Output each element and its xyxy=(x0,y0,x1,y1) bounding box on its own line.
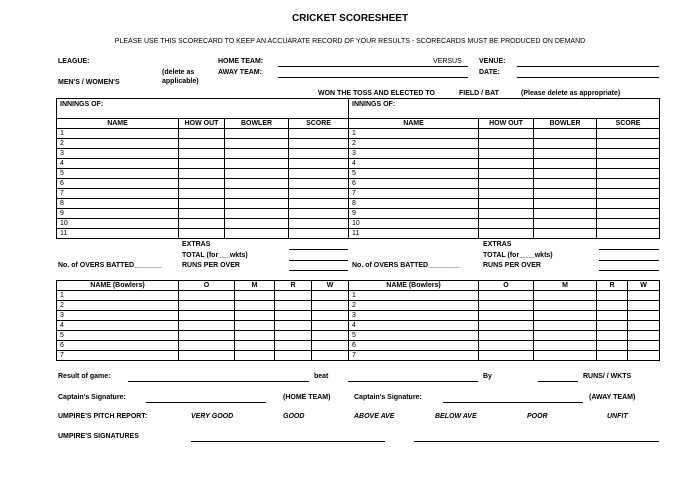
row-number: 4 xyxy=(57,159,179,169)
venue-line[interactable] xyxy=(517,66,659,67)
entry-cell[interactable] xyxy=(628,351,660,361)
entry-cell[interactable] xyxy=(275,341,312,351)
col-wickets: W xyxy=(628,281,660,291)
field-bat-label: FIELD / BAT xyxy=(459,90,499,97)
row-number: 5 xyxy=(57,169,179,179)
entry-cell[interactable] xyxy=(534,331,597,341)
away-team-line[interactable] xyxy=(278,77,468,78)
entry-cell[interactable] xyxy=(179,321,235,331)
rating-below-ave[interactable]: BELOW AVE xyxy=(435,413,477,420)
table-row xyxy=(349,229,660,239)
col-name: NAME xyxy=(57,119,179,129)
applicable-text: applicable) xyxy=(162,78,199,85)
away-captain-signature-line[interactable] xyxy=(443,402,583,403)
entry-cell[interactable] xyxy=(179,301,235,311)
entry-cell[interactable] xyxy=(179,291,235,301)
batting-table-right xyxy=(348,98,660,239)
entry-cell[interactable] xyxy=(597,179,660,189)
entry-cell[interactable] xyxy=(479,149,534,159)
bowling-table-left xyxy=(56,280,349,361)
entry-cell[interactable] xyxy=(235,301,275,311)
entry-cell[interactable] xyxy=(597,209,660,219)
entry-cell[interactable] xyxy=(225,159,289,169)
row-number: 3 xyxy=(57,149,179,159)
entry-cell[interactable] xyxy=(597,229,660,239)
delete-appropriate-text: (Please delete as appropriate) xyxy=(521,90,621,97)
entry-cell[interactable] xyxy=(479,341,534,351)
table-row xyxy=(57,139,349,149)
total-line[interactable] xyxy=(289,260,348,261)
row-number: 6 xyxy=(57,341,179,351)
entry-cell[interactable] xyxy=(312,331,349,341)
table-row xyxy=(57,199,349,209)
entry-cell[interactable] xyxy=(289,189,349,199)
row-number: 4 xyxy=(349,321,479,331)
entry-cell[interactable] xyxy=(275,301,312,311)
table-row xyxy=(349,189,660,199)
col-runs: R xyxy=(275,281,312,291)
entry-cell[interactable] xyxy=(179,209,225,219)
runs-per-over-line[interactable] xyxy=(599,270,659,271)
umpire-signatures-label: UMPIRE'S SIGNATURES xyxy=(58,433,139,440)
home-captain-signature-line[interactable] xyxy=(146,402,266,403)
entry-cell[interactable] xyxy=(179,331,235,341)
entry-cell[interactable] xyxy=(597,219,660,229)
table-row xyxy=(57,321,349,331)
entry-cell[interactable] xyxy=(225,179,289,189)
entry-cell[interactable] xyxy=(597,169,660,179)
home-team-tag: (HOME TEAM) xyxy=(283,394,331,401)
bowling-table-right xyxy=(348,280,660,361)
row-number: 7 xyxy=(57,189,179,199)
result-loser-line[interactable] xyxy=(348,381,478,382)
col-overs: O xyxy=(479,281,534,291)
away-team-label: AWAY TEAM: xyxy=(218,69,262,76)
entry-cell[interactable] xyxy=(597,341,628,351)
extras-label: EXTRAS xyxy=(182,241,211,248)
entry-cell[interactable] xyxy=(534,219,597,229)
table-row xyxy=(57,351,349,361)
entry-cell[interactable] xyxy=(479,159,534,169)
entry-cell[interactable] xyxy=(597,159,660,169)
entry-cell[interactable] xyxy=(534,139,597,149)
col-bowler-name: NAME (Bowlers) xyxy=(57,281,179,291)
entry-cell[interactable] xyxy=(275,321,312,331)
table-row xyxy=(349,199,660,209)
row-number: 11 xyxy=(57,229,179,239)
entry-cell[interactable] xyxy=(479,311,534,321)
rating-above-ave[interactable]: ABOVE AVE xyxy=(354,413,395,420)
entry-cell[interactable] xyxy=(628,331,660,341)
col-overs: O xyxy=(179,281,235,291)
col-bowler: BOWLER xyxy=(534,119,597,129)
row-number: 7 xyxy=(57,351,179,361)
entry-cell[interactable] xyxy=(312,351,349,361)
row-number: 5 xyxy=(57,331,179,341)
captain-signature-label: Captain's Signature: xyxy=(354,394,422,401)
row-number: 2 xyxy=(57,139,179,149)
row-number: 1 xyxy=(349,291,479,301)
entry-cell[interactable] xyxy=(179,149,225,159)
entry-cell[interactable] xyxy=(479,229,534,239)
table-row xyxy=(349,139,660,149)
entry-cell[interactable] xyxy=(597,149,660,159)
entry-cell[interactable] xyxy=(289,179,349,189)
entry-cell[interactable] xyxy=(479,219,534,229)
table-row xyxy=(57,159,349,169)
entry-cell[interactable] xyxy=(235,291,275,301)
home-team-line[interactable] xyxy=(278,66,468,67)
umpire-signature-line-1[interactable] xyxy=(191,441,385,442)
entry-cell[interactable] xyxy=(179,229,225,239)
entry-cell[interactable] xyxy=(479,351,534,361)
row-number: 11 xyxy=(349,229,479,239)
entry-cell[interactable] xyxy=(479,139,534,149)
entry-cell[interactable] xyxy=(179,159,225,169)
entry-cell[interactable] xyxy=(597,139,660,149)
entry-cell[interactable] xyxy=(534,301,597,311)
innings-of-label: INNINGS OF: xyxy=(57,99,349,119)
mens-womens-label: MEN'S / WOMEN'S xyxy=(58,79,120,86)
entry-cell[interactable] xyxy=(479,291,534,301)
table-row xyxy=(57,129,349,139)
row-number: 5 xyxy=(349,331,479,341)
home-team-label: HOME TEAM: xyxy=(218,58,264,65)
entry-cell[interactable] xyxy=(179,341,235,351)
row-number: 8 xyxy=(57,199,179,209)
col-runs: R xyxy=(597,281,628,291)
row-number: 1 xyxy=(349,129,479,139)
col-score: SCORE xyxy=(289,119,349,129)
row-number: 4 xyxy=(349,159,479,169)
date-label: DATE: xyxy=(479,69,500,76)
entry-cell[interactable] xyxy=(479,189,534,199)
entry-cell[interactable] xyxy=(225,139,289,149)
table-row xyxy=(57,149,349,159)
entry-cell[interactable] xyxy=(289,229,349,239)
away-team-tag: (AWAY TEAM) xyxy=(589,394,636,401)
row-number: 10 xyxy=(57,219,179,229)
row-number: 8 xyxy=(349,199,479,209)
delete-as-text: (delete as xyxy=(162,69,195,76)
rating-unfit[interactable]: UNFIT xyxy=(607,413,628,420)
entry-cell[interactable] xyxy=(628,291,660,301)
table-row xyxy=(349,149,660,159)
entry-cell[interactable] xyxy=(479,169,534,179)
entry-cell[interactable] xyxy=(289,199,349,209)
entry-cell[interactable] xyxy=(479,179,534,189)
rating-poor[interactable]: POOR xyxy=(527,413,548,420)
entry-cell[interactable] xyxy=(275,291,312,301)
by-label: By xyxy=(483,373,492,380)
runs-per-over-label: RUNS PER OVER xyxy=(483,262,541,269)
result-label: Result of game: xyxy=(58,373,111,380)
entry-cell[interactable] xyxy=(597,199,660,209)
row-number: 1 xyxy=(57,291,179,301)
entry-cell[interactable] xyxy=(534,209,597,219)
entry-cell[interactable] xyxy=(289,209,349,219)
league-label: LEAGUE: xyxy=(58,58,90,65)
entry-cell[interactable] xyxy=(479,209,534,219)
entry-cell[interactable] xyxy=(534,179,597,189)
page-title: CRICKET SCORESHEET xyxy=(291,13,409,24)
row-number: 4 xyxy=(57,321,179,331)
col-bowler-name: NAME (Bowlers) xyxy=(349,281,479,291)
entry-cell[interactable] xyxy=(312,301,349,311)
entry-cell[interactable] xyxy=(289,169,349,179)
entry-cell[interactable] xyxy=(628,301,660,311)
entry-cell[interactable] xyxy=(597,321,628,331)
entry-cell[interactable] xyxy=(534,129,597,139)
entry-cell[interactable] xyxy=(235,351,275,361)
row-number: 6 xyxy=(349,341,479,351)
entry-cell[interactable] xyxy=(275,351,312,361)
entry-cell[interactable] xyxy=(179,219,225,229)
rating-good[interactable]: GOOD xyxy=(283,413,305,420)
row-number: 5 xyxy=(349,169,479,179)
entry-cell[interactable] xyxy=(628,311,660,321)
entry-cell[interactable] xyxy=(225,169,289,179)
table-row xyxy=(349,169,660,179)
table-row xyxy=(349,179,660,189)
overs-batted-label: No. of OVERS BATTED________ xyxy=(352,262,460,269)
col-how-out: HOW OUT xyxy=(479,119,534,129)
umpire-signature-line-2[interactable] xyxy=(414,441,659,442)
entry-cell[interactable] xyxy=(597,301,628,311)
entry-cell[interactable] xyxy=(289,219,349,229)
entry-cell[interactable] xyxy=(479,199,534,209)
row-number: 9 xyxy=(349,209,479,219)
row-number: 10 xyxy=(349,219,479,229)
table-row xyxy=(57,341,349,351)
table-row xyxy=(349,321,660,331)
entry-cell[interactable] xyxy=(534,199,597,209)
entry-cell[interactable] xyxy=(534,311,597,321)
entry-cell[interactable] xyxy=(179,351,235,361)
entry-cell[interactable] xyxy=(597,311,628,321)
entry-cell[interactable] xyxy=(597,189,660,199)
col-maidens: M xyxy=(534,281,597,291)
table-row xyxy=(349,341,660,351)
result-margin-line[interactable] xyxy=(538,381,578,382)
entry-cell[interactable] xyxy=(225,209,289,219)
beat-label: beat xyxy=(314,373,329,380)
entry-cell[interactable] xyxy=(289,139,349,149)
entry-cell[interactable] xyxy=(597,351,628,361)
entry-cell[interactable] xyxy=(179,199,225,209)
versus-label: VERSUS xyxy=(433,58,462,65)
row-number: 2 xyxy=(349,301,479,311)
entry-cell[interactable] xyxy=(479,331,534,341)
pitch-report-label: UMPIRE'S PITCH REPORT: xyxy=(58,413,148,420)
won-toss-label: WON THE TOSS AND ELECTED TO xyxy=(318,90,435,97)
entry-cell[interactable] xyxy=(235,311,275,321)
table-row xyxy=(349,219,660,229)
entry-cell[interactable] xyxy=(597,331,628,341)
entry-cell[interactable] xyxy=(275,331,312,341)
row-number: 7 xyxy=(349,189,479,199)
entry-cell[interactable] xyxy=(534,229,597,239)
entry-cell[interactable] xyxy=(275,311,312,321)
total-label: TOTAL (for___wkts) xyxy=(182,252,248,259)
col-score: SCORE xyxy=(597,119,660,129)
entry-cell[interactable] xyxy=(179,179,225,189)
entry-cell[interactable] xyxy=(289,149,349,159)
col-how-out: HOW OUT xyxy=(179,119,225,129)
table-row xyxy=(57,301,349,311)
table-row xyxy=(349,129,660,139)
col-bowler: BOWLER xyxy=(225,119,289,129)
entry-cell[interactable] xyxy=(534,291,597,301)
runs-per-over-label: RUNS PER OVER xyxy=(182,262,240,269)
entry-cell[interactable] xyxy=(225,189,289,199)
entry-cell[interactable] xyxy=(534,159,597,169)
row-number: 3 xyxy=(349,311,479,321)
rating-very-good[interactable]: VERY GOOD xyxy=(191,413,234,420)
total-line[interactable] xyxy=(599,260,659,261)
table-row xyxy=(57,189,349,199)
row-number: 3 xyxy=(349,149,479,159)
entry-cell[interactable] xyxy=(312,311,349,321)
col-wickets: W xyxy=(312,281,349,291)
venue-label: VENUE: xyxy=(479,58,506,65)
entry-cell[interactable] xyxy=(479,321,534,331)
result-winner-line[interactable] xyxy=(128,381,309,382)
table-row xyxy=(349,351,660,361)
entry-cell[interactable] xyxy=(479,301,534,311)
table-row xyxy=(57,229,349,239)
table-row xyxy=(349,209,660,219)
runs-per-over-line[interactable] xyxy=(289,270,348,271)
row-number: 6 xyxy=(349,179,479,189)
entry-cell[interactable] xyxy=(179,311,235,321)
instruction-text: PLEASE USE THIS SCORECARD TO KEEP AN ACCUARATE RECORD OF YOUR RESULTS - SCORECARDS MUST BE PRODUCED ON DEMAND xyxy=(114,38,586,45)
entry-cell[interactable] xyxy=(179,189,225,199)
captain-signature-label: Captain's Signature: xyxy=(58,394,126,401)
table-row xyxy=(349,331,660,341)
row-number: 2 xyxy=(349,139,479,149)
entry-cell[interactable] xyxy=(235,321,275,331)
entry-cell[interactable] xyxy=(597,291,628,301)
col-name: NAME xyxy=(349,119,479,129)
innings-of-label: INNINGS OF: xyxy=(349,99,660,119)
entry-cell[interactable] xyxy=(289,129,349,139)
row-number: 9 xyxy=(57,209,179,219)
table-row xyxy=(57,331,349,341)
entry-cell[interactable] xyxy=(235,341,275,351)
entry-cell[interactable] xyxy=(179,169,225,179)
row-number: 2 xyxy=(57,301,179,311)
entry-cell[interactable] xyxy=(179,129,225,139)
entry-cell[interactable] xyxy=(534,351,597,361)
table-row xyxy=(57,209,349,219)
entry-cell[interactable] xyxy=(235,331,275,341)
entry-cell[interactable] xyxy=(597,129,660,139)
row-number: 1 xyxy=(57,129,179,139)
table-row xyxy=(349,301,660,311)
entry-cell[interactable] xyxy=(534,189,597,199)
entry-cell[interactable] xyxy=(479,129,534,139)
entry-cell[interactable] xyxy=(225,219,289,229)
entry-cell[interactable] xyxy=(225,229,289,239)
table-row xyxy=(57,219,349,229)
entry-cell[interactable] xyxy=(534,169,597,179)
entry-cell[interactable] xyxy=(225,149,289,159)
extras-label: EXTRAS xyxy=(483,241,512,248)
row-number: 3 xyxy=(57,311,179,321)
extras-line[interactable] xyxy=(599,249,659,250)
table-row xyxy=(57,179,349,189)
table-row xyxy=(57,291,349,301)
date-line[interactable] xyxy=(517,77,659,78)
entry-cell[interactable] xyxy=(628,321,660,331)
table-row xyxy=(349,311,660,321)
col-maidens: M xyxy=(235,281,275,291)
entry-cell[interactable] xyxy=(628,341,660,351)
row-number: 7 xyxy=(349,351,479,361)
entry-cell[interactable] xyxy=(534,341,597,351)
row-number: 6 xyxy=(57,179,179,189)
extras-line[interactable] xyxy=(289,249,348,250)
overs-batted-label: No. of OVERS BATTED_______ xyxy=(58,262,162,269)
batting-table-left xyxy=(56,98,349,239)
table-row xyxy=(57,311,349,321)
table-row xyxy=(349,159,660,169)
entry-cell[interactable] xyxy=(312,291,349,301)
entry-cell[interactable] xyxy=(534,149,597,159)
table-row xyxy=(57,169,349,179)
entry-cell[interactable] xyxy=(225,199,289,209)
entry-cell[interactable] xyxy=(534,321,597,331)
entry-cell[interactable] xyxy=(289,159,349,169)
entry-cell[interactable] xyxy=(225,129,289,139)
entry-cell[interactable] xyxy=(312,341,349,351)
total-label: TOTAL (for____wkts) xyxy=(483,252,553,259)
entry-cell[interactable] xyxy=(312,321,349,331)
table-row xyxy=(349,291,660,301)
entry-cell[interactable] xyxy=(179,139,225,149)
runs-wkts-label: RUNS/ / WKTS xyxy=(583,373,632,380)
